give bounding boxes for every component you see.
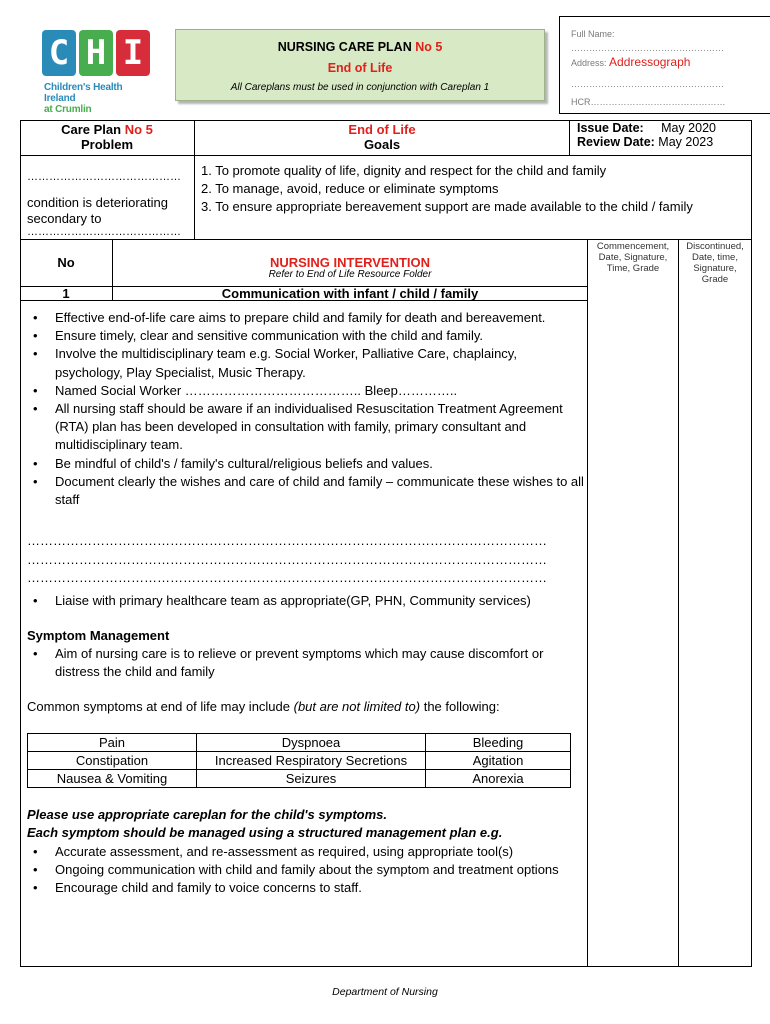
list-item: • Ongoing communication with child and family about the symptom and treatment options <box>27 861 583 879</box>
table-row: Pain Dyspnoea Bleeding <box>28 734 571 752</box>
list-item: • Effective end-of-life care aims to prepare child and family for death and bereavement. <box>27 309 585 327</box>
table-row: Nausea & Vomiting Seizures Anorexia <box>28 770 571 788</box>
goal-item: 3. To ensure appropriate bereavement support are made available to the child / family <box>201 199 693 214</box>
logo-letter-i: I <box>116 30 150 76</box>
list-item: • Encourage child and family to voice concerns to staff. <box>27 879 583 897</box>
list-item: • Be mindful of child's / family's cultural/religious beliefs and values. <box>27 455 585 473</box>
management-bullets <box>27 843 583 898</box>
logo-letter-c: C <box>42 30 76 76</box>
no-column-header: No <box>57 255 75 270</box>
notes-dotted-lines[interactable]: ………………………………………………………………………………………………………… ………………………………………………………………………………………………………… ………………………………………………………………………………………………………… <box>27 533 547 585</box>
logo-letter-h: H <box>79 30 113 76</box>
common-symptoms-text: Common symptoms at end of life may include (but are not limited to) the following: <box>27 699 500 714</box>
goals-header: End of Life Goals <box>348 122 416 152</box>
section-number: 1 <box>62 286 70 301</box>
logo-org-name: Children's Health Ireland at Crumlin <box>44 82 123 115</box>
goal-item: 2. To manage, avoid, reduce or eliminate symptoms <box>201 181 499 196</box>
footer-department: Department of Nursing <box>332 986 438 998</box>
goals-list <box>201 162 751 216</box>
patient-id-box <box>559 16 770 114</box>
problem-text: condition is deteriorating secondary to <box>27 195 168 226</box>
resource-folder-note: Refer to End of Life Resource Folder <box>268 269 432 280</box>
symptom-management-title: Symptom Management <box>27 628 170 643</box>
list-item: • All nursing staff should be aware if an individualised Resuscitation Treatment Agreement (RTA) plan has been developed in consultation with family, primary consultant and multidisciplinary team. <box>27 400 585 455</box>
list-item: • Accurate assessment, and re-assessment as required, using appropriate tool(s) <box>27 843 583 861</box>
problem-dots-top[interactable]: …………………………………… <box>27 171 181 183</box>
careplan-usage-note: Please use appropriate careplan for the child's symptoms. Each symptom should be managed using a structured management plan e.g. <box>27 807 503 840</box>
list-item: • Named Social Worker ………………………………….. Bleep………….. <box>27 382 585 400</box>
care-plan-subtitle: End of Life <box>327 61 393 75</box>
goal-item: 1. To promote quality of life, dignity and respect for the child and family <box>201 163 607 178</box>
nursing-intervention-header: NURSING INTERVENTION <box>269 255 431 270</box>
addressograph-label: Addressograph <box>609 55 691 69</box>
address-field[interactable]: Address: Addressograph <box>571 55 691 69</box>
issue-dates: Issue Date: May 2020 Review Date: May 2023 <box>577 121 716 149</box>
title-box <box>175 29 545 101</box>
symptoms-table <box>27 733 571 788</box>
communication-bullets <box>27 309 585 509</box>
problem-header: Care Plan No 5 Problem <box>61 122 153 152</box>
symptom-aim-bullet <box>27 645 585 681</box>
list-item: • Document clearly the wishes and care of child and family – communicate these wishes to all staff <box>27 473 585 509</box>
careplan-note: All Careplans must be used in conjunction with Careplan 1 <box>230 82 490 93</box>
section-title: Communication with infant / child / family <box>221 286 479 301</box>
list-item: • Involve the multidisciplinary team e.g. Social Worker, Palliative Care, chaplaincy, psychology, Play Specialist, Music Therapy. <box>27 345 585 381</box>
full-name-field[interactable]: …………………………………………… <box>571 43 724 53</box>
address-dots: …………………………………………… <box>571 79 724 89</box>
list-item: • Ensure timely, clear and sensitive communication with the child and family. <box>27 327 585 345</box>
list-item: • Liaise with primary healthcare team as appropriate(GP, PHN, Community services) <box>27 592 587 610</box>
list-item: • Aim of nursing care is to relieve or prevent symptoms which may cause discomfort or distress the child and family <box>27 645 585 681</box>
chi-logo <box>42 30 154 115</box>
liaise-bullet <box>27 592 587 610</box>
problem-dots-bottom[interactable]: …………………………………… <box>27 226 181 238</box>
care-plan-title: NURSING CARE PLAN No 5 <box>277 40 443 54</box>
commencement-header: Commencement, Date, Signature, Time, Grade <box>596 241 670 274</box>
discontinued-header: Discontinued, Date, time, Signature, Grade <box>686 241 744 285</box>
table-row: Constipation Increased Respiratory Secretions Agitation <box>28 752 571 770</box>
hcr-field[interactable]: HCR……………………………………… <box>571 97 726 107</box>
full-name-label: Full Name: <box>571 29 615 39</box>
